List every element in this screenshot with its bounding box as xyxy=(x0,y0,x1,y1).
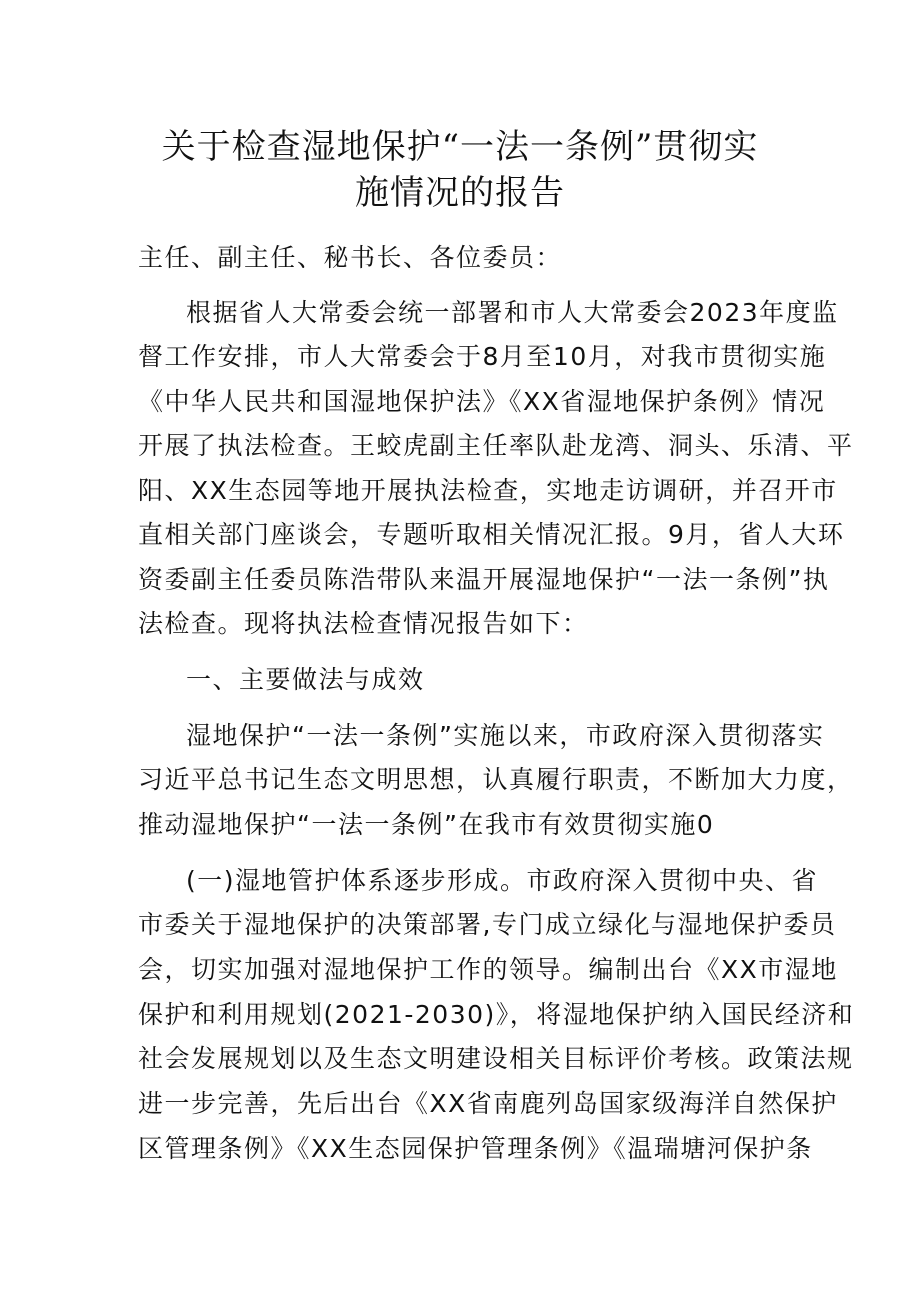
paragraph-2-line: 推动湿地保护“一法一条例”在我市有效贯彻实施0 xyxy=(138,810,715,839)
document-title-line-2: 施情况的报告 xyxy=(355,173,565,213)
section-heading: 一、主要做法与成效 xyxy=(186,665,425,694)
paragraph-1-line: 法检查。现将执法检查情况报告如下： xyxy=(138,609,589,638)
paragraph-1-line: 根据省人大常委会统一部署和市人大常委会2023年度监 xyxy=(186,298,839,327)
paragraph-3-line: 市委关于湿地保护的决策部署,专门成立绿化与湿地保护委员 xyxy=(138,910,837,939)
paragraph-1-line: 督工作安排，市人大常委会于8月至10月，对我市贯彻实施 xyxy=(138,342,827,371)
paragraph-3-line: (一)湿地管护体系逐步形成。市政府深入贯彻中央、省 xyxy=(186,866,819,895)
paragraph-1-line: 直相关部门座谈会，专题听取相关情况汇报。9月，省人大环 xyxy=(138,520,845,549)
paragraph-1-line: 阳、XX生态园等地开展执法检查，实地走访调研，并召开市 xyxy=(138,476,838,505)
paragraph-2-line: 习近平总书记生态文明思想，认真履行职责，不断加大力度， xyxy=(138,765,854,794)
paragraph-3-line: 会，切实加强对湿地保护工作的领导。编制出台《XX市湿地 xyxy=(138,955,838,984)
document-title-line-1: 关于检查湿地保护“一法一条例”贯彻实 xyxy=(161,127,759,167)
paragraph-1-line: 资委副主任委员陈浩带队来温开展湿地保护“一法一条例”执 xyxy=(138,565,830,594)
paragraph-3-line: 社会发展规划以及生态文明建设相关目标评价考核。政策法规 xyxy=(138,1044,854,1073)
salutation: 主任、副主任、秘书长、各位委员： xyxy=(138,243,563,272)
paragraph-1-line: 《中华人民共和国湿地保护法》《XX省湿地保护条例》情况 xyxy=(138,387,826,416)
paragraph-2-line: 湿地保护“一法一条例”实施以来，市政府深入贯彻落实 xyxy=(186,721,825,750)
paragraph-1-line: 开展了执法检查。王蛟虎副主任率队赴龙湾、洞头、乐清、平 xyxy=(138,431,854,460)
paragraph-3-line: 区管理条例》《XX生态园保护管理条例》《温瑞塘河保护条 xyxy=(138,1134,813,1163)
paragraph-3-line: 保护和利用规划(2021-2030)》，将湿地保护纳入国民经济和 xyxy=(138,1000,855,1029)
paragraph-3-line: 进一步完善，先后出台《XX省南鹿列岛国家级海洋自然保护 xyxy=(138,1089,838,1118)
